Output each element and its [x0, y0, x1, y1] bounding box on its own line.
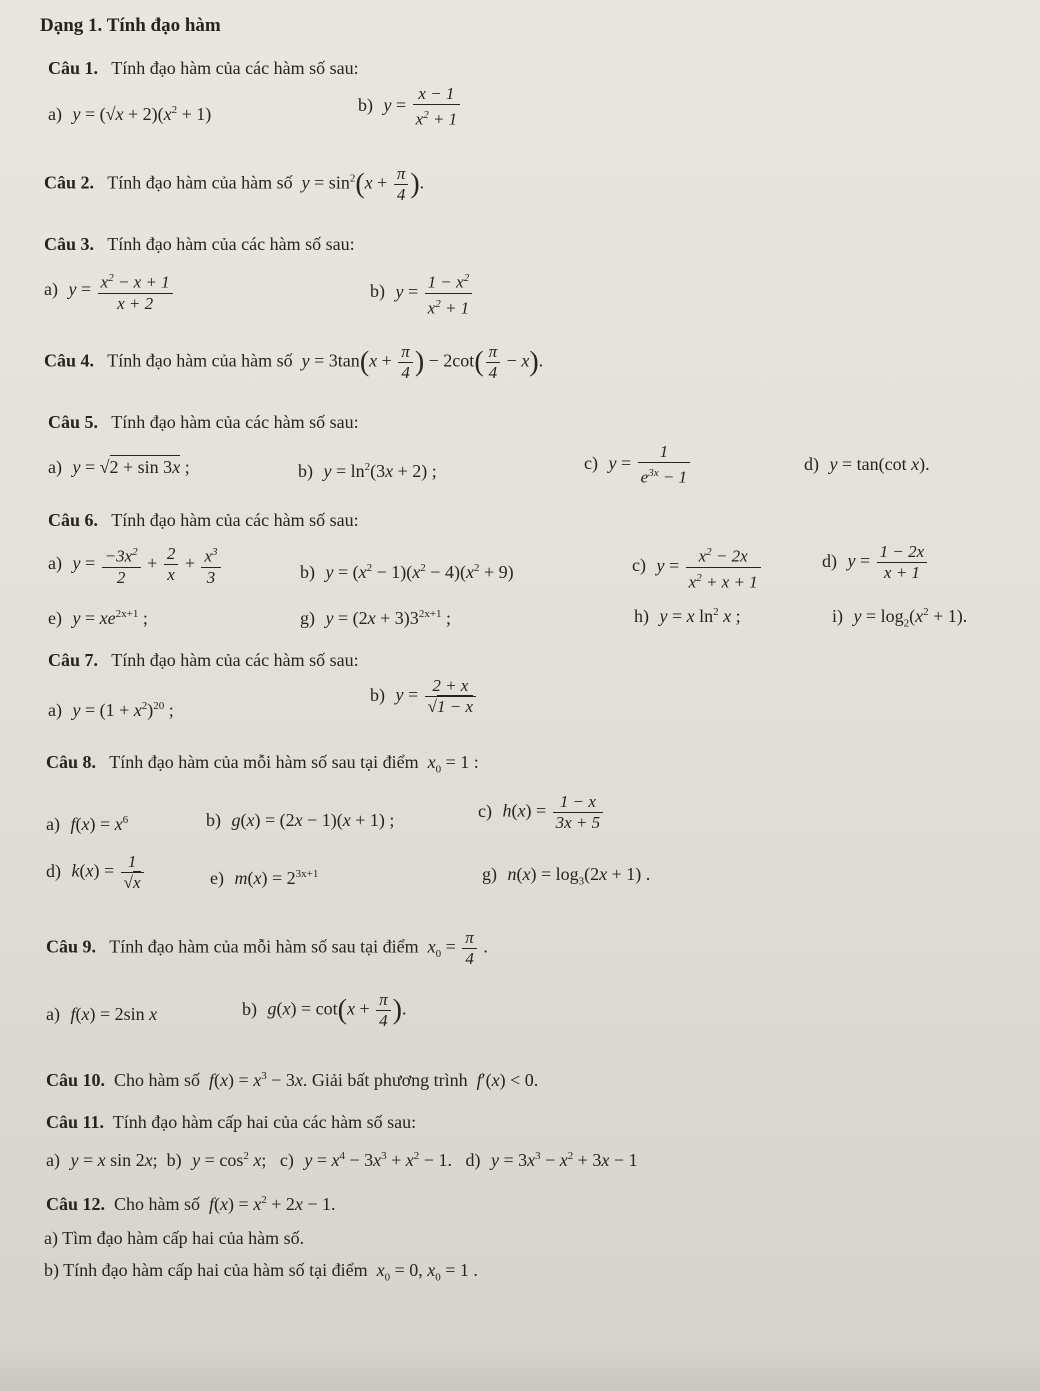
q9-b: b) g(x) = cot(x + $\frac{\pi}{4}$ ).	[242, 990, 407, 1030]
q6-a: a) y = $\frac{-3x^2}{2}$ + $\frac{2}{x}$ + $\frac{x^3}{3}$	[48, 542, 223, 588]
q1-b: b) y = $\frac{x - 1}{x^2 + 1}$	[358, 84, 462, 130]
q5-c: c) y = $\frac{1}{e^{3x} - 1}$	[584, 442, 692, 488]
q3-b: b) y = $\frac{1 - x^2}{x^2 + 1}$	[370, 268, 474, 318]
q12-b: b) Tính đạo hàm cấp hai của hàm số tại điểm $x_0 = 0$, $x_0 = 1$ .	[44, 1260, 478, 1284]
question-10: Câu 10. Cho hàm số $f(x) = x^3 - 3x$. Giải bất phương trình f′(x) < 0.	[46, 1070, 539, 1090]
q6-g: g) $y = (2x + 3)3^{2x+1}$ ;	[300, 608, 452, 628]
q9-a: a) f(x) = 2sin x	[46, 1004, 158, 1024]
q5-a: a) y = √2 + sin 3x ;	[48, 457, 190, 477]
question-5: Câu 5. Tính đạo hàm của các hàm số sau:	[48, 412, 359, 432]
q5-d: d) y = tan(cot x).	[804, 454, 930, 474]
question-7: Câu 7. Tính đạo hàm của các hàm số sau:	[48, 650, 359, 670]
question-11: Câu 11. Tính đạo hàm cấp hai của các hàm số sau:	[46, 1112, 417, 1132]
q7-b: b) y = $\frac{2 + x}{√1 - x}$	[370, 676, 478, 717]
q5-b: b) $y = \ln^2(3x + 2)$ ;	[298, 461, 437, 481]
question-2: Câu 2. Tính đạo hàm của hàm số $y = \sin^2(x$ + $\frac{\pi}{4}$ ).	[44, 164, 425, 204]
q6-d: d) y = $\frac{1 - 2x}{x + 1}$	[822, 542, 929, 583]
question-9: Câu 9. Tính đạo hàm của mỗi hàm số sau tại điểm $x_0$ = $\frac{\pi}{4}$ .	[46, 928, 488, 968]
q8-d: d) k(x) = $\frac{1}{√x}$	[46, 852, 146, 893]
q8-e: e) $m(x) = 2^{3x+1}$	[210, 868, 319, 888]
q8-c: c) h(x) = $\frac{1 - x}{3x + 5}$	[478, 792, 605, 833]
page-shadow	[0, 1340, 1040, 1391]
q8-b: b) g(x) = (2x − 1)(x + 1) ;	[206, 810, 395, 830]
q6-c: c) y = $\frac{x^2 - 2x}{x^2 + x + 1}$	[632, 542, 763, 592]
question-12: Câu 12. Cho hàm số $f(x) = x^2 + 2x - 1$.	[46, 1194, 336, 1214]
question-8: Câu 8. Tính đạo hàm của mỗi hàm số sau tại điểm $x_0 = 1$ :	[46, 752, 479, 776]
q6-e: e) $y = xe^{2x+1}$ ;	[48, 608, 148, 628]
q12-a: a) Tìm đạo hàm cấp hai của hàm số.	[44, 1228, 305, 1248]
question-1: Câu 1. Tính đạo hàm của các hàm số sau:	[48, 58, 359, 78]
q7-a: a) $y = (1 + x^2)^{20}$ ;	[48, 700, 174, 720]
question-4: Câu 4. Tính đạo hàm của hàm số y = 3tan(x + $\frac{\pi}{4}$ ) − 2cot( $\frac{\pi}{4}$ − x).	[44, 342, 544, 382]
section-heading: Dạng 1. Tính đạo hàm	[40, 15, 221, 36]
q6-h: h) y = x $\ln^2 x$ ;	[634, 606, 741, 626]
q8-g: g) $n(x) = \log_3(2x + 1)$ .	[482, 864, 651, 888]
question-3: Câu 3. Tính đạo hàm của các hàm số sau:	[44, 234, 355, 254]
q6-b: b) $y = (x^2 - 1)(x^2 - 4)(x^2 + 9)$	[300, 562, 514, 582]
q1-a: a) $y = (√x + 2)(x^2 + 1)$	[48, 104, 212, 124]
q11-parts: a) y = x sin 2x; b) $y = \cos^2 x$; c) $y = x^4 - 3x^3 + x^2 - 1$. d) $y = 3x^3 - x^2 + 3x - 1$	[46, 1150, 638, 1170]
q3-a: a) y = $\frac{x^2 - x + 1}{x + 2}$	[44, 268, 175, 314]
q8-a: a) $f(x) = x^6$	[46, 814, 129, 834]
question-6: Câu 6. Tính đạo hàm của các hàm số sau:	[48, 510, 359, 530]
q6-i: i) $y = \log_2(x^2 + 1)$.	[832, 606, 968, 630]
